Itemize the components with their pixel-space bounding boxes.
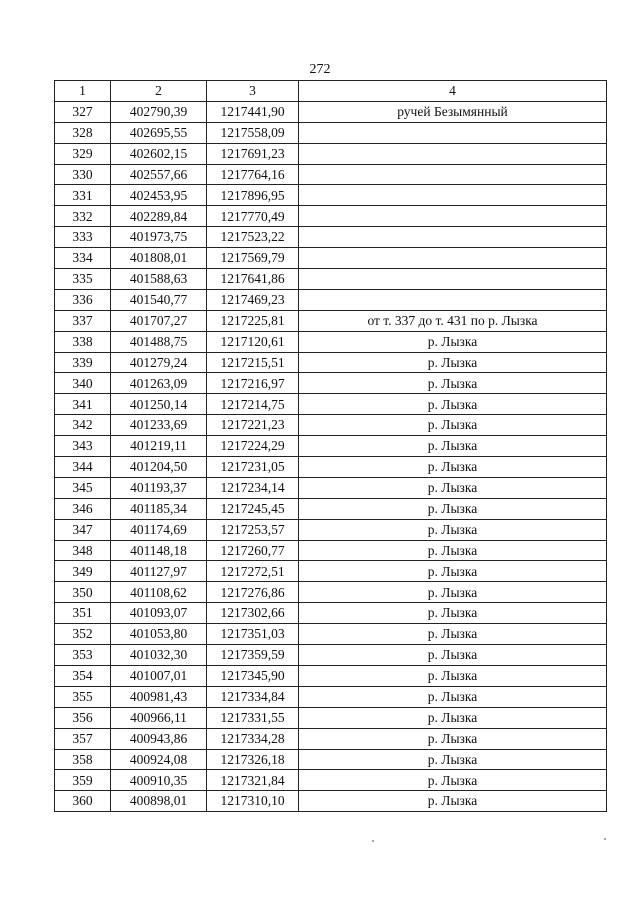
table-row (55, 540, 607, 561)
x-coordinate-cell: 401032,30 (111, 645, 207, 666)
table-row (55, 206, 607, 227)
table-row (55, 728, 607, 749)
header-row (55, 81, 607, 102)
point-number-cell: 352 (55, 624, 111, 645)
x-coordinate-cell: 400943,86 (111, 728, 207, 749)
table-row (55, 770, 607, 791)
point-number-cell: 343 (55, 436, 111, 457)
y-coordinate-cell: 1217359,59 (207, 645, 299, 666)
x-coordinate-cell: 401250,14 (111, 394, 207, 415)
description-cell (299, 122, 607, 143)
x-coordinate-cell: 401219,11 (111, 436, 207, 457)
point-number-cell: 328 (55, 122, 111, 143)
y-coordinate-cell: 1217770,49 (207, 206, 299, 227)
point-number-cell: 329 (55, 143, 111, 164)
scan-speck (604, 838, 606, 840)
y-coordinate-cell: 1217260,77 (207, 540, 299, 561)
x-coordinate-cell: 401127,97 (111, 561, 207, 582)
description-cell: р. Лызка (299, 436, 607, 457)
x-coordinate-cell: 401488,75 (111, 331, 207, 352)
table-row (55, 665, 607, 686)
x-coordinate-cell: 401540,77 (111, 289, 207, 310)
point-number-cell: 355 (55, 686, 111, 707)
x-coordinate-cell: 401973,75 (111, 227, 207, 248)
y-coordinate-cell: 1217764,16 (207, 164, 299, 185)
x-coordinate-cell: 401707,27 (111, 310, 207, 331)
point-number-cell: 333 (55, 227, 111, 248)
header-col-3: 3 (207, 81, 299, 102)
point-number-cell: 339 (55, 352, 111, 373)
x-coordinate-cell: 400898,01 (111, 791, 207, 812)
table-row (55, 394, 607, 415)
point-number-cell: 342 (55, 415, 111, 436)
x-coordinate-cell: 401093,07 (111, 603, 207, 624)
description-cell: р. Лызка (299, 707, 607, 728)
description-cell: р. Лызка (299, 331, 607, 352)
point-number-cell: 345 (55, 477, 111, 498)
description-cell: р. Лызка (299, 415, 607, 436)
x-coordinate-cell: 401263,09 (111, 373, 207, 394)
x-coordinate-cell: 400924,08 (111, 749, 207, 770)
x-coordinate-cell: 400966,11 (111, 707, 207, 728)
description-cell: р. Лызка (299, 645, 607, 666)
point-number-cell: 338 (55, 331, 111, 352)
y-coordinate-cell: 1217245,45 (207, 498, 299, 519)
x-coordinate-cell: 400981,43 (111, 686, 207, 707)
table-header (55, 81, 607, 102)
y-coordinate-cell: 1217334,28 (207, 728, 299, 749)
table-row (55, 561, 607, 582)
y-coordinate-cell: 1217569,79 (207, 248, 299, 269)
y-coordinate-cell: 1217231,05 (207, 457, 299, 478)
x-coordinate-cell: 401007,01 (111, 665, 207, 686)
description-cell (299, 289, 607, 310)
table-row (55, 498, 607, 519)
x-coordinate-cell: 402453,95 (111, 185, 207, 206)
x-coordinate-cell: 401148,18 (111, 540, 207, 561)
table-row (55, 415, 607, 436)
description-cell: р. Лызка (299, 603, 607, 624)
description-cell: р. Лызка (299, 582, 607, 603)
table-row (55, 185, 607, 206)
x-coordinate-cell: 401233,69 (111, 415, 207, 436)
point-number-cell: 351 (55, 603, 111, 624)
description-cell: р. Лызка (299, 665, 607, 686)
x-coordinate-cell: 401193,37 (111, 477, 207, 498)
point-number-cell: 349 (55, 561, 111, 582)
scan-speck (372, 840, 374, 842)
y-coordinate-cell: 1217225,81 (207, 310, 299, 331)
y-coordinate-cell: 1217214,75 (207, 394, 299, 415)
point-number-cell: 341 (55, 394, 111, 415)
y-coordinate-cell: 1217272,51 (207, 561, 299, 582)
table-row (55, 457, 607, 478)
table-row (55, 749, 607, 770)
coordinates-table (54, 80, 607, 812)
header-col-1: 1 (55, 81, 111, 102)
x-coordinate-cell: 402289,84 (111, 206, 207, 227)
y-coordinate-cell: 1217120,61 (207, 331, 299, 352)
table-row (55, 164, 607, 185)
point-number-cell: 360 (55, 791, 111, 812)
x-coordinate-cell: 401808,01 (111, 248, 207, 269)
table-row (55, 269, 607, 290)
table-row (55, 352, 607, 373)
table-row (55, 122, 607, 143)
description-cell: р. Лызка (299, 791, 607, 812)
point-number-cell: 336 (55, 289, 111, 310)
y-coordinate-cell: 1217216,97 (207, 373, 299, 394)
table-row (55, 143, 607, 164)
point-number-cell: 353 (55, 645, 111, 666)
point-number-cell: 334 (55, 248, 111, 269)
description-cell: р. Лызка (299, 561, 607, 582)
table-row (55, 227, 607, 248)
point-number-cell: 346 (55, 498, 111, 519)
y-coordinate-cell: 1217351,03 (207, 624, 299, 645)
point-number-cell: 354 (55, 665, 111, 686)
description-cell: от т. 337 до т. 431 по р. Лызка (299, 310, 607, 331)
y-coordinate-cell: 1217221,23 (207, 415, 299, 436)
table-body (55, 101, 607, 811)
table-row (55, 331, 607, 352)
x-coordinate-cell: 401174,69 (111, 519, 207, 540)
point-number-cell: 340 (55, 373, 111, 394)
table-row (55, 582, 607, 603)
description-cell (299, 164, 607, 185)
description-cell (299, 143, 607, 164)
point-number-cell: 356 (55, 707, 111, 728)
header-col-2: 2 (111, 81, 207, 102)
table-row (55, 310, 607, 331)
y-coordinate-cell: 1217215,51 (207, 352, 299, 373)
point-number-cell: 330 (55, 164, 111, 185)
y-coordinate-cell: 1217276,86 (207, 582, 299, 603)
y-coordinate-cell: 1217331,55 (207, 707, 299, 728)
x-coordinate-cell: 401185,34 (111, 498, 207, 519)
description-cell: р. Лызка (299, 624, 607, 645)
description-cell: р. Лызка (299, 728, 607, 749)
x-coordinate-cell: 401204,50 (111, 457, 207, 478)
description-cell: р. Лызка (299, 770, 607, 791)
y-coordinate-cell: 1217641,86 (207, 269, 299, 290)
description-cell: р. Лызка (299, 477, 607, 498)
table-row (55, 477, 607, 498)
x-coordinate-cell: 400910,35 (111, 770, 207, 791)
point-number-cell: 335 (55, 269, 111, 290)
y-coordinate-cell: 1217224,29 (207, 436, 299, 457)
table-row (55, 791, 607, 812)
description-cell (299, 206, 607, 227)
point-number-cell: 332 (55, 206, 111, 227)
description-cell: р. Лызка (299, 373, 607, 394)
description-cell: р. Лызка (299, 394, 607, 415)
description-cell (299, 227, 607, 248)
x-coordinate-cell: 402790,39 (111, 101, 207, 122)
y-coordinate-cell: 1217345,90 (207, 665, 299, 686)
y-coordinate-cell: 1217558,09 (207, 122, 299, 143)
point-number-cell: 344 (55, 457, 111, 478)
x-coordinate-cell: 401053,80 (111, 624, 207, 645)
y-coordinate-cell: 1217691,23 (207, 143, 299, 164)
description-cell: ручей Безымянный (299, 101, 607, 122)
description-cell (299, 185, 607, 206)
y-coordinate-cell: 1217326,18 (207, 749, 299, 770)
x-coordinate-cell: 401108,62 (111, 582, 207, 603)
x-coordinate-cell: 402557,66 (111, 164, 207, 185)
page-number: 272 (309, 62, 331, 77)
description-cell: р. Лызка (299, 540, 607, 561)
description-cell: р. Лызка (299, 457, 607, 478)
description-cell (299, 248, 607, 269)
table-row (55, 373, 607, 394)
x-coordinate-cell: 401588,63 (111, 269, 207, 290)
table-row (55, 248, 607, 269)
table-row (55, 436, 607, 457)
y-coordinate-cell: 1217469,23 (207, 289, 299, 310)
point-number-cell: 350 (55, 582, 111, 603)
table-row (55, 686, 607, 707)
description-cell: р. Лызка (299, 749, 607, 770)
header-col-4: 4 (299, 81, 607, 102)
table-row (55, 519, 607, 540)
x-coordinate-cell: 402602,15 (111, 143, 207, 164)
point-number-cell: 359 (55, 770, 111, 791)
point-number-cell: 357 (55, 728, 111, 749)
point-number-cell: 337 (55, 310, 111, 331)
x-coordinate-cell: 401279,24 (111, 352, 207, 373)
y-coordinate-cell: 1217441,90 (207, 101, 299, 122)
table-row (55, 645, 607, 666)
table-row (55, 624, 607, 645)
table-row (55, 101, 607, 122)
description-cell: р. Лызка (299, 352, 607, 373)
y-coordinate-cell: 1217321,84 (207, 770, 299, 791)
y-coordinate-cell: 1217334,84 (207, 686, 299, 707)
description-cell: р. Лызка (299, 498, 607, 519)
table-row (55, 289, 607, 310)
point-number-cell: 358 (55, 749, 111, 770)
y-coordinate-cell: 1217253,57 (207, 519, 299, 540)
table-row (55, 707, 607, 728)
y-coordinate-cell: 1217523,22 (207, 227, 299, 248)
table-row (55, 603, 607, 624)
x-coordinate-cell: 402695,55 (111, 122, 207, 143)
point-number-cell: 331 (55, 185, 111, 206)
point-number-cell: 348 (55, 540, 111, 561)
y-coordinate-cell: 1217302,66 (207, 603, 299, 624)
point-number-cell: 327 (55, 101, 111, 122)
description-cell: р. Лызка (299, 686, 607, 707)
point-number-cell: 347 (55, 519, 111, 540)
description-cell (299, 269, 607, 290)
y-coordinate-cell: 1217310,10 (207, 791, 299, 812)
description-cell: р. Лызка (299, 519, 607, 540)
y-coordinate-cell: 1217234,14 (207, 477, 299, 498)
y-coordinate-cell: 1217896,95 (207, 185, 299, 206)
